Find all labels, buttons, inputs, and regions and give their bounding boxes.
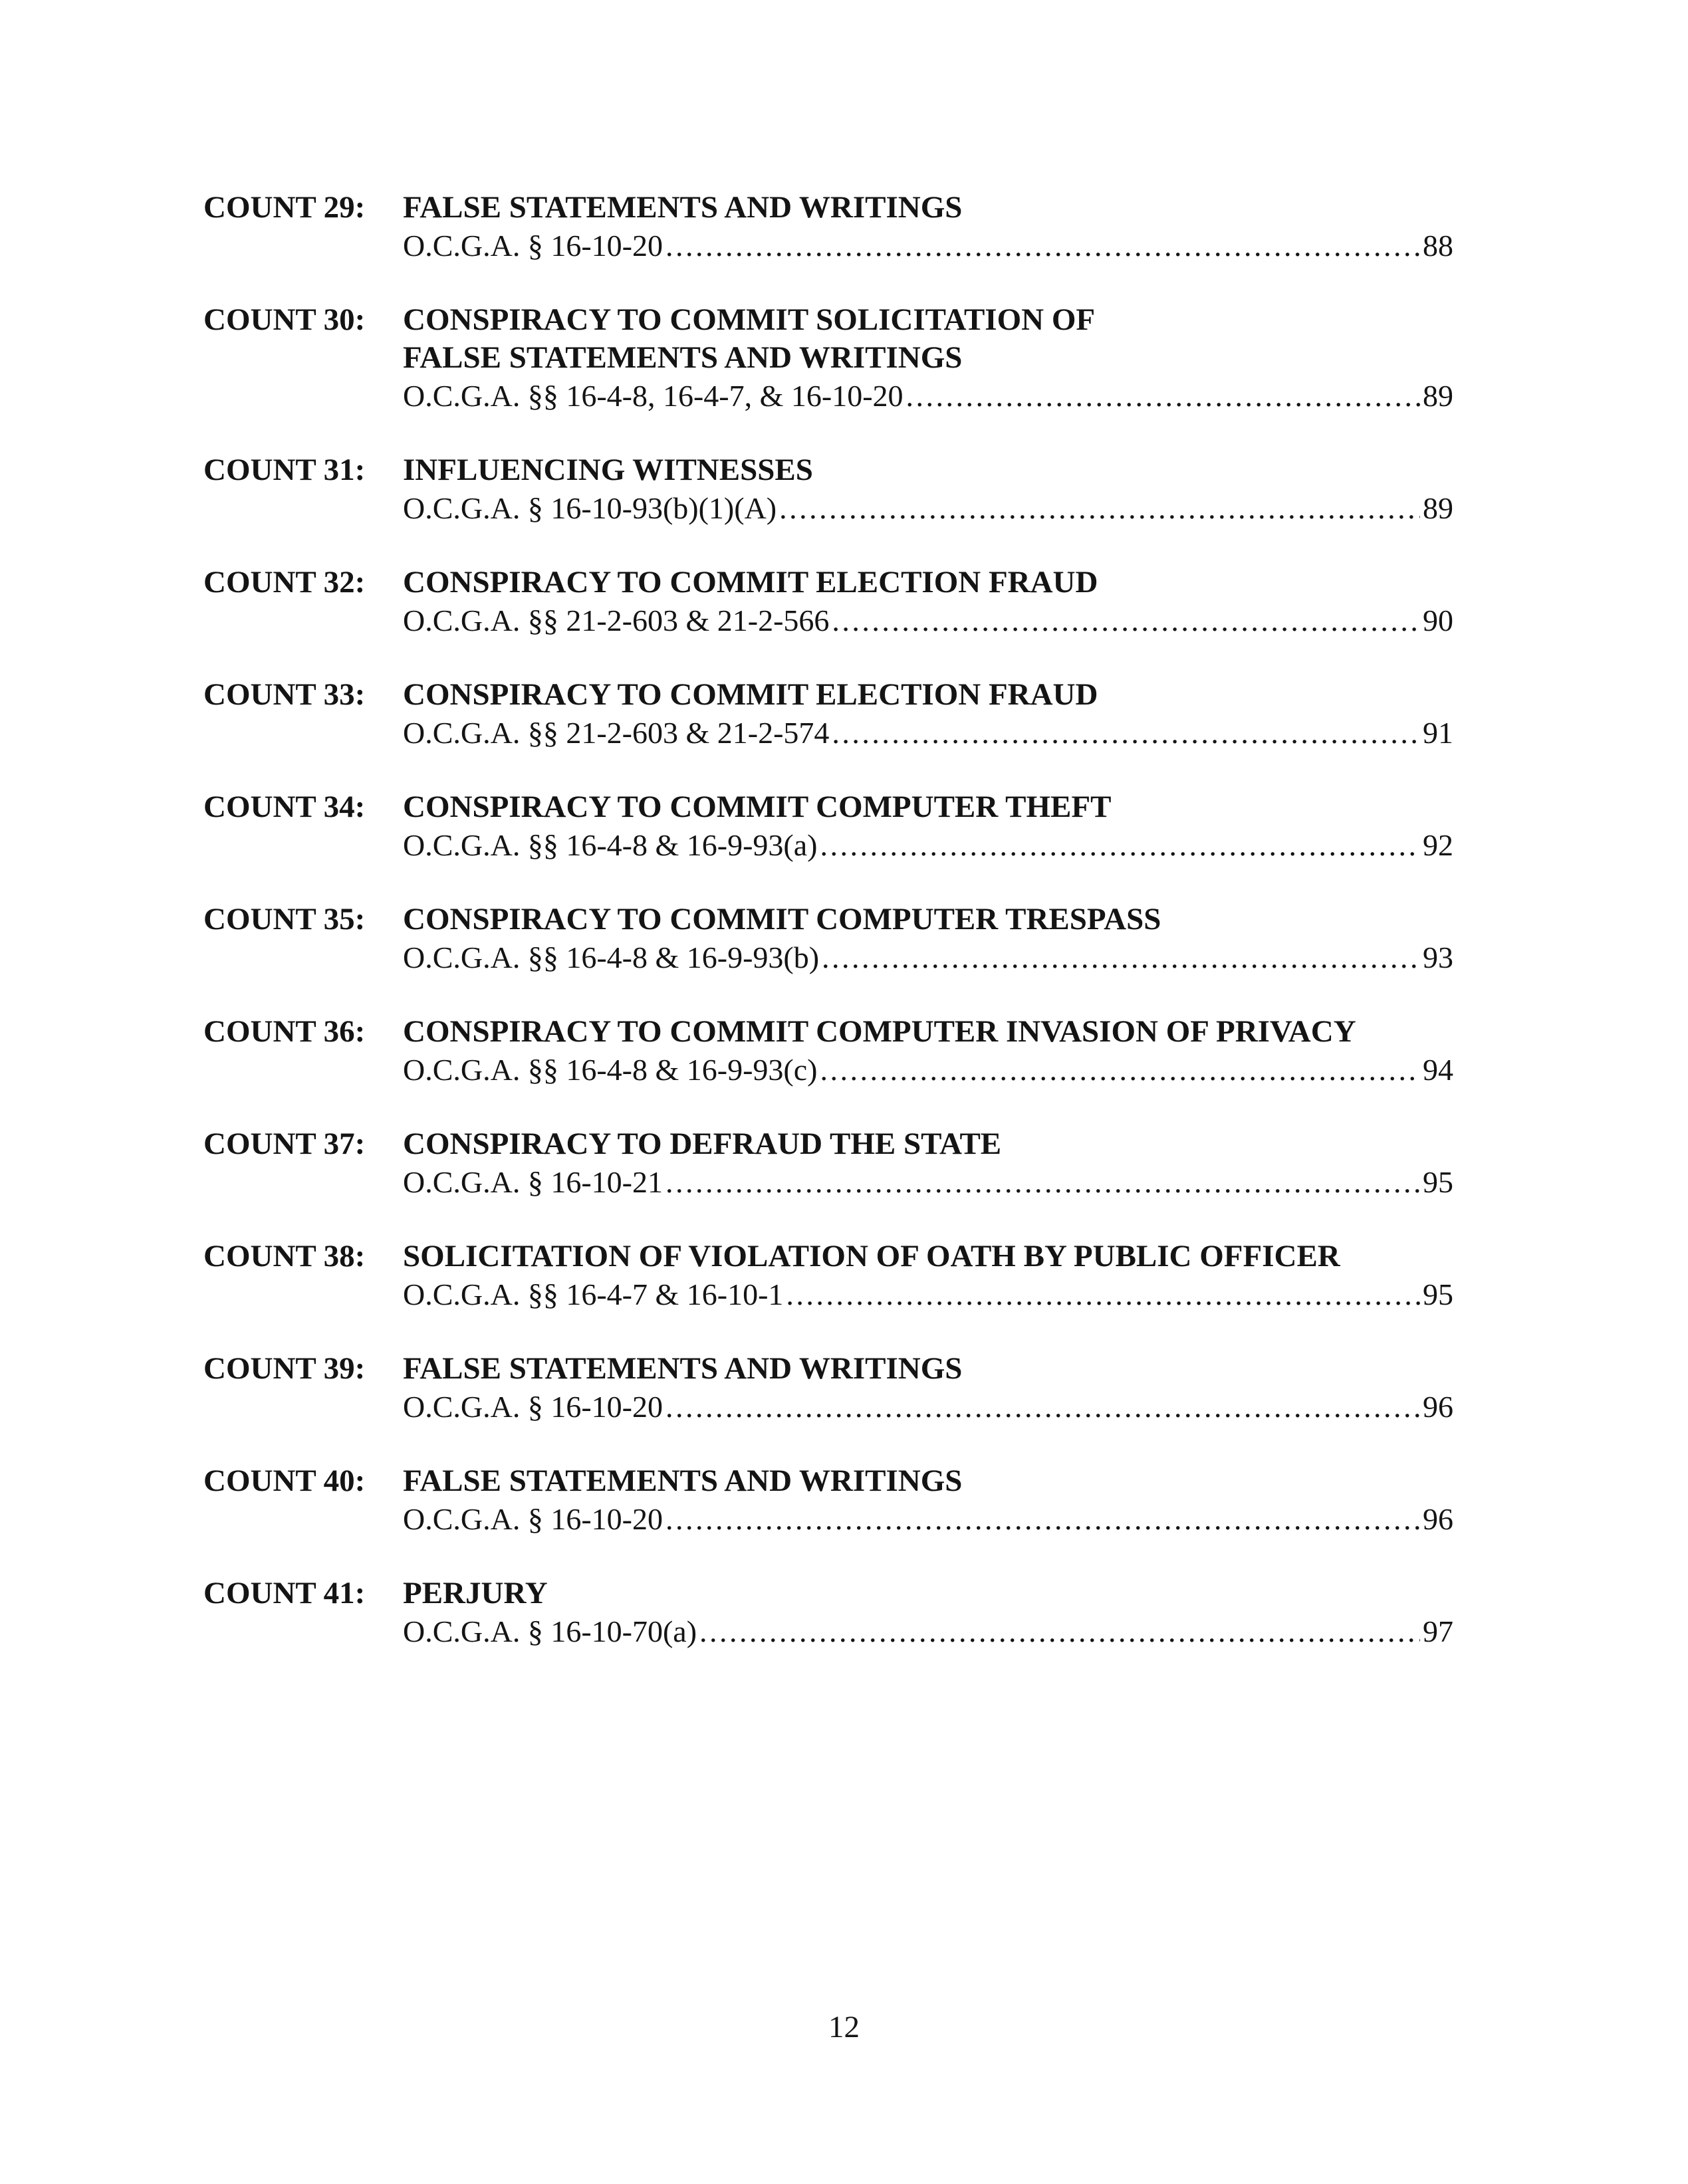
dot-leader [820,1051,1420,1089]
statute-citation: O.C.G.A. § 16-10-20 [403,229,663,263]
dot-leader [832,714,1420,752]
page-reference: 93 [1423,940,1453,974]
count-title-line: CONSPIRACY TO COMMIT COMPUTER TRESPASS [403,902,1161,936]
citation-row [403,1612,1453,1650]
table-of-contents [203,189,1467,1687]
count-label: COUNT 37: [203,1127,366,1161]
statute-citation: O.C.G.A. § 16-10-20 [403,1502,663,1536]
count-title-line: FALSE STATEMENTS AND WRITINGS [403,1351,963,1386]
page-reference: 88 [1423,229,1453,263]
dot-leader [820,826,1420,864]
page-reference: 90 [1423,603,1453,637]
count-label: COUNT 30: [203,302,366,337]
citation-row [403,1388,1453,1426]
statute-citation: O.C.G.A. §§ 16-4-8 & 16-9-93(b) [403,940,820,974]
citation-row [403,938,1453,976]
count-title [403,189,1467,227]
citation-row [403,489,1453,527]
count-label: COUNT 29: [203,190,366,225]
statute-citation: O.C.G.A. § 16-10-20 [403,1390,663,1424]
count-label: COUNT 34: [203,790,366,824]
count-title-line: FALSE STATEMENTS AND WRITINGS [403,1464,963,1498]
citation-row [403,1051,1453,1089]
entry-body [403,788,1467,864]
toc-entry [203,564,1467,639]
citation-row [403,714,1453,752]
page-reference: 89 [1423,491,1453,525]
toc-entry [203,1238,1467,1313]
toc-entry [203,1575,1467,1650]
count-title [403,788,1467,826]
entry-body [403,564,1467,639]
toc-entry [203,301,1467,415]
page-reference: 95 [1423,1277,1453,1311]
page-reference: 96 [1423,1502,1453,1536]
count-label: COUNT 39: [203,1351,366,1386]
toc-entry [203,1462,1467,1538]
count-title [403,1575,1467,1612]
count-title-line: CONSPIRACY TO COMMIT COMPUTER INVASION OF PRIVACY [403,1014,1356,1049]
entry-body [403,1125,1467,1201]
count-title [403,301,1467,377]
citation-row [403,1275,1453,1313]
toc-entries [203,189,1467,1650]
toc-entry [203,901,1467,976]
dot-leader [699,1612,1420,1650]
count-label: COUNT 40: [203,1464,366,1498]
page-reference: 94 [1423,1053,1453,1087]
statute-citation: O.C.G.A. §§ 16-4-8 & 16-9-93(a) [403,828,818,862]
count-label: COUNT 31: [203,453,366,487]
statute-citation: O.C.G.A. § 16-10-70(a) [403,1614,697,1648]
citation-row [403,227,1453,265]
dot-leader [665,1163,1420,1201]
entry-body [403,1013,1467,1089]
dot-leader [832,601,1420,639]
toc-entry [203,676,1467,752]
dot-leader [665,1388,1420,1426]
citation-row [403,377,1453,415]
statute-citation: O.C.G.A. §§ 21-2-603 & 21-2-566 [403,603,830,637]
statute-citation: O.C.G.A. §§ 21-2-603 & 21-2-574 [403,716,830,750]
toc-entry [203,1350,1467,1426]
count-label: COUNT 38: [203,1239,366,1273]
dot-leader [665,227,1420,265]
page-reference: 96 [1423,1390,1453,1424]
statute-citation: O.C.G.A. § 16-10-21 [403,1165,663,1199]
page-number: 12 [828,2010,860,2044]
toc-entry [203,788,1467,864]
entry-body [403,1238,1467,1313]
count-label: COUNT 36: [203,1014,366,1049]
entry-body [403,451,1467,527]
count-title [403,1350,1467,1388]
entry-body [403,676,1467,752]
entry-body [403,189,1467,265]
dot-leader [906,377,1420,415]
dot-leader [665,1500,1420,1538]
count-label: COUNT 33: [203,677,366,712]
count-title-line: FALSE STATEMENTS AND WRITINGS [403,340,963,375]
page-reference: 89 [1423,379,1453,413]
page-reference: 97 [1423,1614,1453,1648]
dot-leader [822,938,1420,976]
entry-body [403,1462,1467,1538]
count-title [403,901,1467,938]
toc-entry [203,1013,1467,1089]
toc-entry [203,189,1467,265]
count-title-line: SOLICITATION OF VIOLATION OF OATH BY PUBLIC OFFICER [403,1239,1340,1273]
entry-body [403,301,1467,415]
page-reference: 91 [1423,716,1453,750]
count-label: COUNT 35: [203,902,366,936]
count-title-line: CONSPIRACY TO COMMIT ELECTION FRAUD [403,677,1098,712]
toc-entry [203,451,1467,527]
count-title-line: CONSPIRACY TO COMMIT SOLICITATION OF [403,302,1096,337]
statute-citation: O.C.G.A. §§ 16-4-7 & 16-10-1 [403,1277,784,1311]
count-title [403,676,1467,714]
count-title [403,1013,1467,1051]
citation-row [403,826,1453,864]
count-title-line: CONSPIRACY TO COMMIT COMPUTER THEFT [403,790,1112,824]
page-reference: 92 [1423,828,1453,862]
toc-entry [203,1125,1467,1201]
citation-row [403,601,1453,639]
count-title [403,564,1467,601]
count-label: COUNT 41: [203,1576,366,1610]
count-title [403,1238,1467,1275]
statute-citation: O.C.G.A. §§ 16-4-8, 16-4-7, & 16-10-20 [403,379,904,413]
count-label: COUNT 32: [203,565,366,600]
count-title-line: FALSE STATEMENTS AND WRITINGS [403,190,963,225]
dot-leader [786,1275,1420,1313]
page-reference: 95 [1423,1165,1453,1199]
count-title-line: INFLUENCING WITNESSES [403,453,813,487]
count-title [403,1125,1467,1163]
entry-body [403,1575,1467,1650]
count-title [403,1462,1467,1500]
citation-row [403,1500,1453,1538]
count-title-line: CONSPIRACY TO DEFRAUD THE STATE [403,1127,1002,1161]
statute-citation: O.C.G.A. §§ 16-4-8 & 16-9-93(c) [403,1053,818,1087]
count-title [403,451,1467,489]
citation-row [403,1163,1453,1201]
statute-citation: O.C.G.A. § 16-10-93(b)(1)(A) [403,491,777,525]
entry-body [403,901,1467,976]
count-title-line: CONSPIRACY TO COMMIT ELECTION FRAUD [403,565,1098,600]
count-title-line: PERJURY [403,1576,548,1610]
dot-leader [779,489,1420,527]
entry-body [403,1350,1467,1426]
